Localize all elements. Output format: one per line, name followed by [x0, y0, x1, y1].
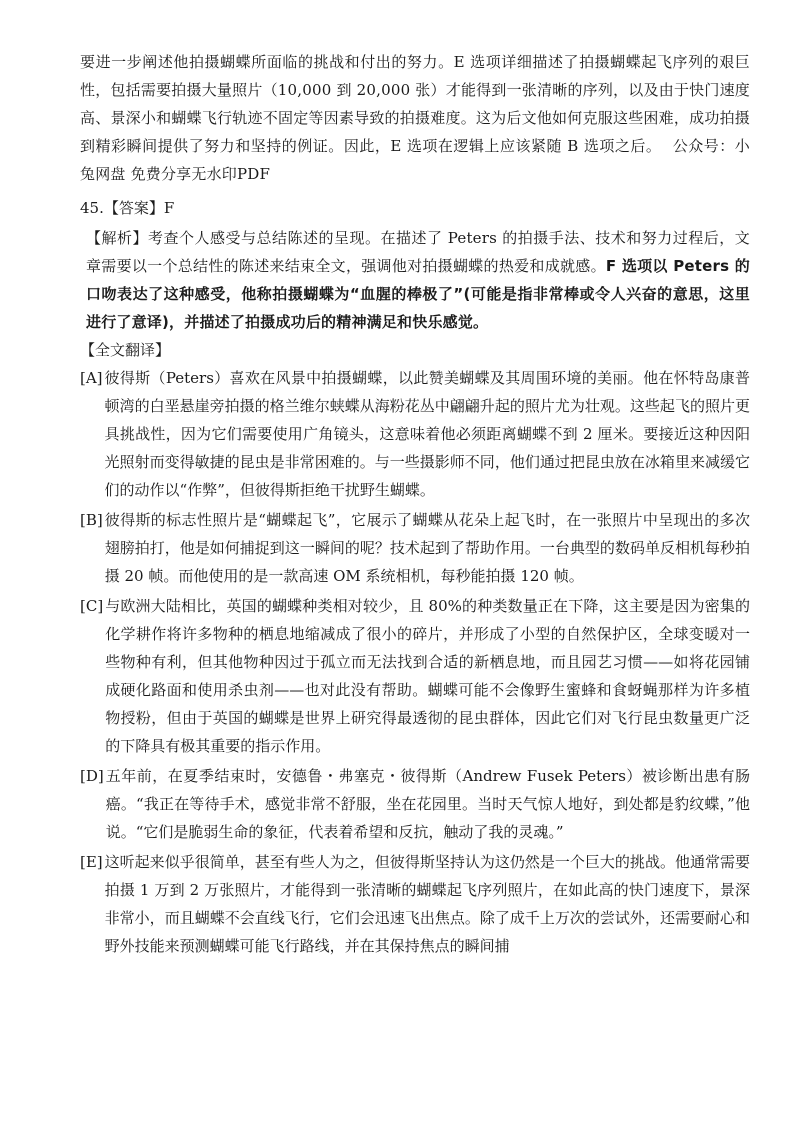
translation-tag: [C] — [80, 597, 104, 615]
analysis-paragraph — [80, 224, 750, 336]
translation-tag: [E] — [80, 853, 103, 871]
translation-title: 【全文翻译】 — [80, 341, 171, 359]
answer-line: 45.【答案】F — [80, 199, 175, 217]
analysis-bold-text: F 选项以 Peters 的口吻表达了这种感受，他称拍摄蝴蝶为“血腥的棒极了”(可能是指非常棒或令人兴奋的意思，这里进行了意译)，并描述了拍摄成功后的精神满足和快乐感觉。 — [86, 257, 750, 331]
translation-item-a — [80, 364, 750, 504]
translation-item-e — [80, 848, 750, 960]
translation-text: 与欧洲大陆相比，英国的蝴蝶种类相对较少，且 80%的种类数量正在下降，这主要是因为密集的化学耕作将许多物种的栖息地缩减成了很小的碎片，并形成了小型的自然保护区，全球变暖对一些物种有利，但其他物种因过于孤立而无法找到合适的新栖息地，而且园艺习惯——如将花园铺成硬化路面和使用杀虫剂——也对此没有帮助。蝴蝶可能不会像野生蜜蜂和食蚜蝇那样为许多植物授粉，但由于英国的蝴蝶是世界上研究得最透彻的昆虫群体，因此它们对飞行昆虫数量更广泛的下降具有极其重要的指示作用。 — [105, 597, 750, 755]
translation-item-d — [80, 762, 750, 846]
watermark-note: 公众号：小兔网盘 免费分享无水印PDF — [80, 137, 750, 183]
translation-text: 彼得斯的标志性照片是“蝴蝶起飞”，它展示了蝴蝶从花朵上起飞时，在一张照片中呈现出的多次翅膀拍打，他是如何捕捉到这一瞬间的呢？技术起到了帮助作用。一台典型的数码单反相机每秒拍摄 20 帧。而他使用的是一款高速 OM 系统相机，每秒能拍摄 120 帧。 — [104, 511, 750, 585]
translation-text: 这听起来似乎很简单，甚至有些人为之，但彼得斯坚持认为这仍然是一个巨大的挑战。他通常需要拍摄 1 万到 2 万张照片，才能得到一张清晰的蝴蝶起飞序列照片，在如此高的快门速度下，景深非常小，而且蝴蝶不会直线飞行，它们会迅速飞出焦点。除了成千上万次的尝试外，还需要耐心和野外技能来预测蝴蝶可能飞行路线，并在其保持焦点的瞬间捕 — [104, 853, 750, 955]
translation-item-c — [80, 592, 750, 760]
translation-tag: [A] — [80, 369, 103, 387]
intro-text: 要进一步阐述他拍摄蝴蝶所面临的挑战和付出的努力。E 选项详细描述了拍摄蝴蝶起飞序列的艰巨性，包括需要拍摄大量照片（10,000 到 20,000 张）才能得到一张清晰的序列，以及由于快门速度高、景深小和蝴蝶飞行轨迹不固定等因素导致的拍摄难度。这为后文他如何克服这些困难，成功拍摄到精彩瞬间提供了努力和坚持的例证。因此，E 选项在逻辑上应该紧随 B 选项之后。 — [80, 53, 750, 155]
intro-paragraph — [80, 48, 750, 188]
translation-item-b — [80, 506, 750, 590]
analysis-text: 【解析】考查个人感受与总结陈述的呈现。在描述了 Peters 的拍摄手法、技术和努力过程后，文章需要以一个总结性的陈述来结束全文，强调他对拍摄蝴蝶的热爱和成就感。 — [86, 229, 750, 275]
translation-tag: [B] — [80, 511, 103, 529]
translation-tag: [D] — [80, 767, 104, 785]
translation-text: 五年前，在夏季结束时，安德鲁・弗塞克・彼得斯（Andrew Fusek Peters）被诊断出患有肠癌。“我正在等待手术，感觉非常不舒服，坐在花园里。当时天气惊人地好，到处都是豹纹蝶，”他说。“它们是脆弱生命的象征，代表着希望和反抗，触动了我的灵魂。” — [105, 767, 750, 841]
translation-text: 彼得斯（Peters）喜欢在风景中拍摄蝴蝶，以此赞美蝴蝶及其周围环境的美丽。他在怀特岛康普顿湾的白垩悬崖旁拍摄的格兰维尔蛱蝶从海粉花丛中翩翩升起的照片尤为壮观。这些起飞的照片更具挑战性，因为它们需要使用广角镜头，这意味着他必须距离蝴蝶不到 2 厘米。要接近这种因阳光照射而变得敏捷的昆虫是非常困难的。与一些摄影师不同，他们通过把昆虫放在冰箱里来减缓它们的动作以“作弊”，但彼得斯拒绝干扰野生蝴蝶。 — [104, 369, 750, 499]
